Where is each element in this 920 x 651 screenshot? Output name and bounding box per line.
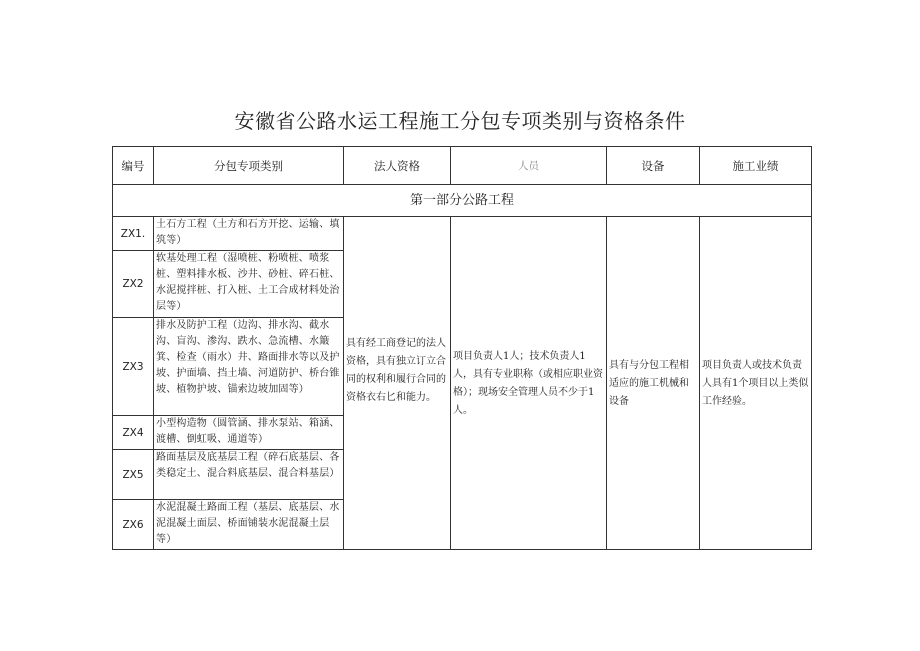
row-code: ZX5: [113, 450, 154, 500]
section-row: [113, 185, 812, 217]
row-code: ZX2: [113, 251, 154, 318]
row-category: 路面基层及底基层工程（碎石底基层、各类稳定土、混合料底基层、混合料基层）: [154, 450, 344, 500]
row-code: ZX4: [113, 416, 154, 450]
header-equipment: 设备: [607, 147, 700, 185]
equipment-cell: [607, 217, 700, 550]
header-personnel: 人员: [451, 147, 607, 185]
equipment-text: 具有与分包工程相适应的施工机械和设备: [609, 360, 689, 407]
row-category: 土石方工程（土方和石方开挖、运输、填筑等）: [154, 217, 344, 251]
row-category: 水泥混凝土路面工程（基层、底基层、水泥混凝土面层、桥面铺装水泥混凝土层等）: [154, 500, 344, 550]
document-title: 安徽省公路水运工程施工分包专项类别与资格条件: [234, 109, 686, 133]
personnel-cell: [451, 217, 607, 550]
personnel-text: 项目负责人1人；技术负责人1人，具有专业职称（或相应职业资格）；现场安全管理人员不少于1人。: [453, 351, 603, 416]
performance-text: 项目负责人或技术负责人具有1个项目以上类似工作经验。: [702, 360, 809, 407]
legal-cell: [344, 217, 451, 550]
section-title: 第一部分公路工程: [113, 185, 812, 217]
qualification-table: [112, 146, 812, 550]
table-row: [113, 217, 812, 251]
header-performance: 施工业绩: [700, 147, 812, 185]
row-category: 软基处理工程（湿喷桩、粉喷桩、喷浆桩、塑料排水板、沙井、砂桩、碎石桩、水泥搅拌桩、打入桩、土工合成材料处治层等）: [154, 251, 344, 318]
header-category: 分包专项类别: [154, 147, 344, 185]
row-code: ZX6: [113, 500, 154, 550]
header-row: [113, 147, 812, 185]
performance-cell: [700, 217, 812, 550]
row-category: 排水及防护工程（边沟、排水沟、截水沟、盲沟、渗沟、跌水、急流槽、水簸箕、检查（雨水）井、路面排水等以及护坡、护面墙、挡土墙、河道防护、桥台锥坡、植物护坡、锚索边坡加固等）: [154, 318, 344, 416]
row-code: ZX3: [113, 318, 154, 416]
legal-text: 具有经工商登记的法人资格，具有独立订立合同的权利和履行合同的资格衣右匕和能力。: [346, 338, 446, 403]
header-code: 编号: [113, 147, 154, 185]
row-code: ZX1.: [113, 217, 154, 251]
row-category: 小型构造物（圆管涵、排水泵站、箱涵、渡槽、倒虹吸、通道等）: [154, 416, 344, 450]
header-legal: 法人资格: [344, 147, 451, 185]
